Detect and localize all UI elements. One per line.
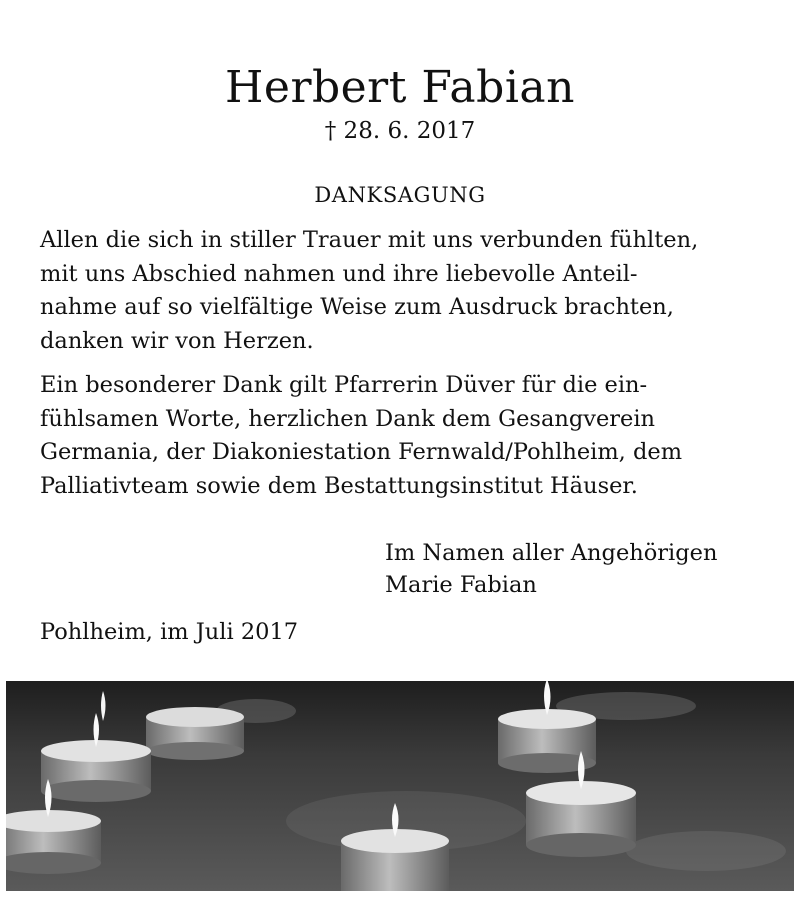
signature-line: Im Namen aller Angehörigen [385,540,718,566]
text-line: Germania, der Diakoniestation Fernwald/Pohlheim, dem [40,439,683,465]
candles-image [6,681,794,891]
text-line: Palliativteam sowie dem Bestattungsinstitut Häuser. [40,472,638,499]
deceased-name: Herbert Fabian [225,62,575,113]
signature-block [385,537,717,601]
text-line: fühlsamen Worte, herzlichen Dank dem Gesangverein [40,405,656,432]
candles-photo [6,681,794,891]
text-line: Ein besonderer Dank gilt Pfarrerin Düver für die ein- [40,372,648,398]
text-line: mit uns Abschied nahmen und ihre liebevolle Anteil- [40,260,638,287]
text-line: nahme auf so vielfältige Weise zum Ausdruck brachten, [40,294,674,320]
death-date: † 28. 6. 2017 [324,118,476,144]
thanks-paragraph [40,224,770,358]
special-thanks-paragraph [40,369,770,503]
signature-name: Marie Fabian [385,572,537,598]
text-line: Allen die sich in stiller Trauer mit uns verbunden fühlten, [40,227,699,253]
notice-heading: DANKSAGUNG [314,183,486,207]
text-line: danken wir von Herzen. [40,327,314,354]
place-and-date: Pohlheim, im Juli 2017 [40,619,299,645]
